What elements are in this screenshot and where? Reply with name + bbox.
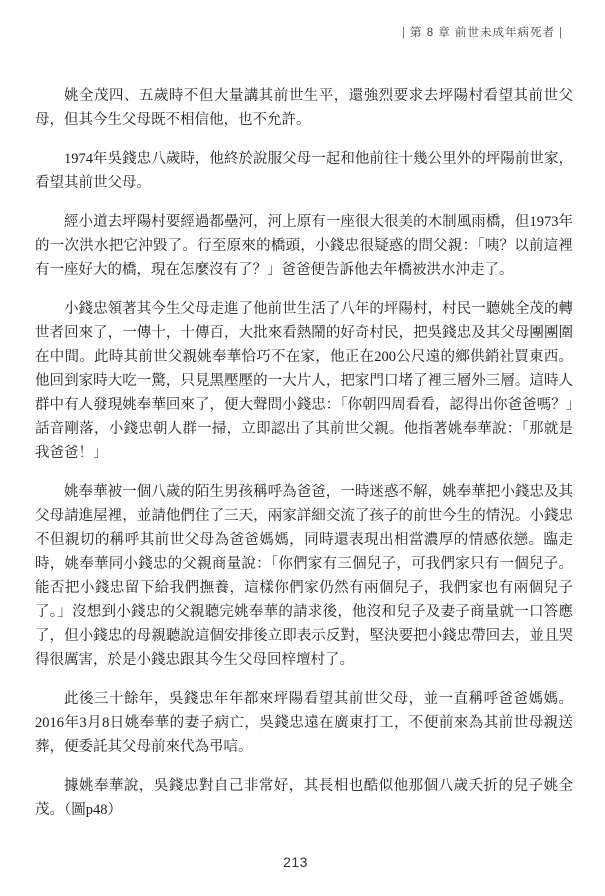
header-separator-left: |	[402, 27, 407, 39]
page-body-text	[35, 84, 573, 837]
paragraph: 此後三十餘年，吳錢忠年年都來坪陽看望其前世父母，並一直稱呼爸爸媽媽。2016年3月8日姚奉華的妻子病亡，吳錢忠遠在廣東打工，不便前來為其前世母親送葬，便委託其父母前來代為弔唁。	[35, 691, 573, 755]
paragraph: 據姚奉華說，吳錢忠對自己非常好，其長相也酷似他那個八歲夭折的兒子姚全茂。（圖p48）	[35, 778, 573, 818]
header-separator-right: |	[559, 27, 563, 39]
paragraph: 姚全茂四、五歲時不但大量講其前世生平，還強烈要求去坪陽村看望其前世父母，但其今生父母既不相信他，也不允許。	[35, 88, 573, 128]
running-header	[398, 24, 567, 40]
paragraph: 姚奉華被一個八歲的陌生男孩稱呼為爸爸，一時迷惑不解，姚奉華把小錢忠及其父母請進屋裡，並請他們住了三天，兩家詳細交流了孩子的前世今生的情況。小錢忠不但親切的稱呼其前世父母為爸爸媽媽，同時還表現出相當濃厚的情感依戀。臨走時，姚奉華同小錢忠的父親商量說：「你們家有三個兒子，可我們家只有一個兒子。能否把小錢忠留下給我們撫養，這樣你們家仍然有兩個兒子，我們家也有兩個兒子了。」沒想到小錢忠的父親聽完姚奉華的請求後，他沒和兒子及妻子商量就一口答應了，但小錢忠的母親聽說這個安排後立即表示反對，堅決要把小錢忠帶回去，並且哭得很厲害，於是小錢忠跟其今生父母回梓壇村了。	[35, 484, 573, 668]
chapter-title: 第 8 章 前世未成年病死者	[410, 27, 555, 39]
paragraph: 1974年吳錢忠八歲時，他終於說服父母一起和他前往十幾公里外的坪陽前世家，看望其前世父母。	[35, 151, 573, 191]
paragraph: 經小道去坪陽村要經過都壘河，河上原有一座很大很美的木制風雨橋，但1973年的一次洪水把它沖毀了。行至原來的橋頭，小錢忠很疑惑的問父親：「咦？以前這裡有一座好大的橋，現在怎麼沒有了？」爸爸便告訴他去年橋被洪水沖走了。	[35, 214, 573, 278]
page-number: 213	[283, 854, 308, 870]
paragraph: 小錢忠領著其今生父母走進了他前世生活了八年的坪陽村，村民一聽姚全茂的轉世者回來了，一傳十，十傳百，大批來看熱鬧的好奇村民，把吳錢忠及其父母團團圍在中間。此時其前世父親姚奉華恰巧不在家，他正在200公尺遠的鄉供銷社買東西。他回到家時大吃一驚，只見黑壓壓的一大片人，把家門口堵了裡三層外三層。這時人群中有人發現姚奉華回來了，便大聲問小錢忠：「你朝四周看看，認得出你爸爸嗎？」話音剛落，小錢忠朝人群一掃，立即認出了其前世父親。他指著姚奉華說：「那就是我爸爸！」	[35, 301, 573, 461]
